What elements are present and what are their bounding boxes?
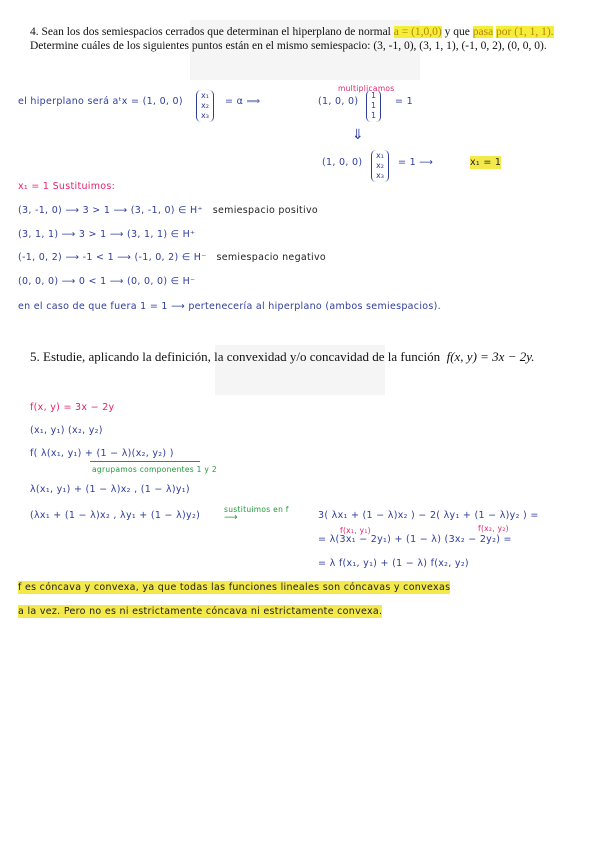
rhs-eq-one: = 1 (395, 96, 413, 107)
v2: 1 (371, 101, 377, 110)
x3b: x₃ (376, 171, 384, 180)
convex-combination: f( λ(x₁, y₁) + (1 − λ)(x₂, y₂) ) (30, 448, 174, 459)
positive-halfspace-note: semiespacio positivo (212, 205, 319, 216)
q4-text-mid: y que (441, 26, 473, 38)
point-2-row: (3, 1, 1) ⟶ 3 > 1 ⟶ (3, 1, 1) ∈ H⁺ (18, 229, 196, 240)
hyperplane-eq-text: el hiperplano será aᵗx = (1, 0, 0) (18, 96, 183, 107)
point-1: (3, -1, 0) ⟶ 3 > 1 ⟶ (3, -1, 0) ∈ H⁺ (18, 205, 203, 216)
line2-result (470, 157, 501, 168)
conclusion-highlight-2: a la vez. Pero no es ni estrictamente cóncava ni estrictamente convexa. (18, 606, 383, 617)
result-line-2: = λ(3x₁ − 2y₁) + (1 − λ) (3x₂ − 2y₂) = (318, 534, 512, 545)
agrupamos-underline (90, 461, 200, 462)
convexity-conclusion-1 (18, 582, 450, 593)
x1b: x₁ (376, 151, 384, 160)
x-vector-1 (196, 90, 214, 122)
line2-normal: (1, 0, 0) (322, 157, 363, 168)
agrupamos-note: agrupamos componentes 1 y 2 (92, 465, 217, 474)
q4-text-rest: Determine cuáles de los siguientes puntos están en el mismo semiespacio: (3, -1, 0), (3, 1, 1), (-1, 0, 2), (0, 0, 0). (30, 40, 547, 52)
sustituimos-f: sustituimos en f (224, 505, 289, 514)
q4-point-highlight: por (1, 1, 1). (496, 26, 554, 38)
conclusion-highlight-1: f es cóncava y convexa, ya que todas las funciones lineales son cóncavas y convexas (18, 582, 451, 593)
point-3: (-1, 0, 2) ⟶ -1 < 1 ⟶ (-1, 0, 2) ∈ H⁻ (18, 252, 207, 263)
q4-text-pre: 4. Sean los dos semiespacios cerrados que determinan el hiperplano de normal (30, 26, 394, 38)
x1-equals-1-highlight: x₁ = 1 (470, 157, 502, 168)
lambda-point: (λx₁ + (1 − λ)x₂ , λy₁ + (1 − λ)y₂) (30, 510, 201, 521)
hyperplane-conclusion: en el caso de que fuera 1 = 1 ⟶ pertenecería al hiperplano (ambos semiespacios). (18, 301, 441, 312)
x2b: x₂ (376, 161, 384, 170)
q4-pasa-highlight: pasa (472, 26, 494, 38)
result-line-3: = λ f(x₁, y₁) + (1 − λ) f(x₂, y₂) (318, 558, 469, 569)
down-arrow-icon: ⇓ (352, 127, 365, 143)
v3: 1 (371, 111, 377, 120)
x-vector-2 (371, 150, 389, 182)
point-vector (366, 90, 381, 122)
function-def: f(x, y) = 3x − 2y (30, 402, 115, 413)
rhs-normal: (1, 0, 0) (318, 96, 359, 107)
x2: x₂ (201, 101, 209, 110)
convexity-conclusion-2 (18, 606, 382, 617)
q4-normal-highlight: a = (1,0,0) (393, 26, 442, 38)
question-5 (30, 349, 595, 365)
v1: 1 (371, 91, 377, 100)
q5-formula: f(x, y) = 3x − 2y. (446, 349, 535, 364)
point-1-row (18, 205, 318, 216)
components-line: λ(x₁, y₁) + (1 − λ)x₂ , (1 − λ)y₁) (30, 484, 190, 495)
f-x1y1-label: f(x₁, y₁) (340, 526, 371, 535)
two-points: (x₁, y₁) (x₂, y₂) (30, 425, 103, 436)
q5-text: 5. Estudie, aplicando la definición, la convexidad y/o concavidad de la función (30, 349, 441, 364)
multiplicamos-note: multiplicamos (338, 84, 395, 93)
point-4-row: (0, 0, 0) ⟶ 0 < 1 ⟶ (0, 0, 0) ∈ H⁻ (18, 276, 196, 287)
negative-halfspace-note: semiespacio negativo (216, 252, 327, 263)
x1: x₁ (201, 91, 209, 100)
question-4 (30, 25, 570, 53)
line2-eq: = 1 ⟶ (398, 157, 434, 168)
result-line-1: 3( λx₁ + (1 − λ)x₂ ) − 2( λy₁ + (1 − λ)y₂ ) = (318, 510, 539, 521)
x3: x₃ (201, 111, 209, 120)
arrow-to-f-icon: ⟶ (224, 512, 238, 523)
point-3-row (18, 252, 326, 263)
hyperplane-eq-alpha: = α ⟹ (225, 96, 261, 107)
f-x2y2-label: f(x₂, y₂) (478, 524, 509, 533)
sustituimos-label: x₁ = 1 Sustituimos: (18, 181, 116, 192)
